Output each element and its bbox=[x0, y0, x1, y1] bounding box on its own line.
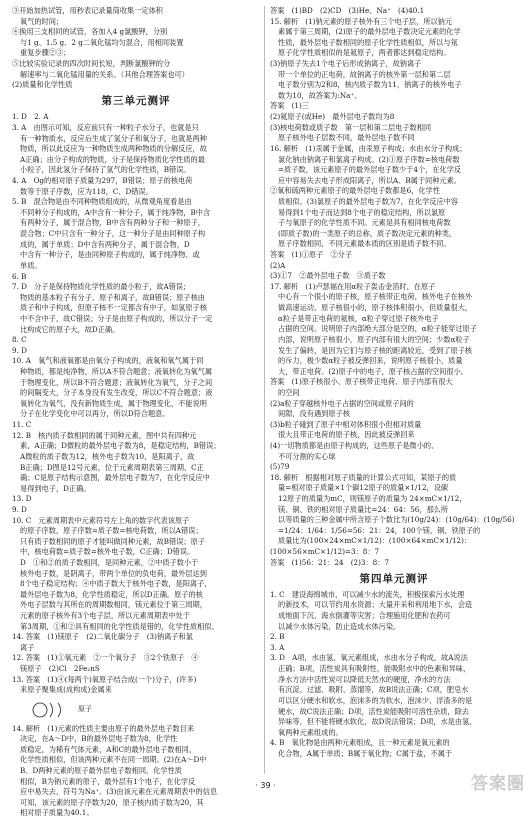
text-line: 1. D 2. A bbox=[12, 112, 49, 122]
text-line: (5)79 bbox=[270, 462, 290, 472]
text-line: 间隙，没有遇到原子核 bbox=[278, 409, 350, 419]
text-line: 7. D 分子是保持物质化学性质的最小粒子，故A错误； bbox=[12, 282, 191, 292]
text-line: 氧气的时间； bbox=[20, 16, 64, 26]
atom-structure-diagram bbox=[30, 700, 260, 720]
text-line: 分子在化学变化中可以再分，所以D符合题意。 bbox=[20, 409, 170, 419]
text-line: 10. A 氧气和液氧都是由氧分子构成的，液氧和氧气属于同 bbox=[12, 356, 204, 366]
text-line: (3)核电荷数或质子数 第一层和第二层电子数相同 bbox=[270, 122, 432, 132]
text-line: B、D两种元素的原子最外层电子数相同，化学性质 bbox=[20, 765, 182, 775]
text-line: 的空间 bbox=[278, 387, 300, 397]
text-line: (2)a粒子穿越核外电子占据的空间或原子间的 bbox=[270, 398, 414, 408]
text-line: (100×56×mC×1/12)=3：8：7 bbox=[270, 547, 380, 557]
page-number: · 39 · bbox=[255, 781, 276, 790]
text-line: 成的，属于单质；D中含有两种分子，属于混合物，D bbox=[20, 239, 190, 249]
text-line: 15. 解析 (1)钠元素的原子核外有三个电子层，所以钠元 bbox=[270, 16, 453, 26]
text-line: 相对原子质量为40.1。 bbox=[20, 808, 94, 818]
text-line: 不可分割的实心球 bbox=[278, 451, 336, 461]
text-line: 14. 答案 (1)镁原子 (2)二氧化碳分子 (3)钠离子和氯 bbox=[12, 632, 193, 642]
text-line: 离子 bbox=[20, 642, 35, 652]
text-line: (2)质量和化学性质 bbox=[12, 80, 73, 90]
text-line: 3. D A项，水由氢、氧元素组成，水由水分子构成，故A说法 bbox=[270, 653, 468, 663]
text-line: 质子和中子构成，但原子核不一定都含有中子，如氢原子核 bbox=[20, 303, 207, 313]
text-line: 比构成它的原子大，故D正确。 bbox=[20, 324, 120, 334]
text-line: 中，核电荷数=质子数=核外电子数，C正确；D错误。 bbox=[20, 547, 195, 557]
text-line: A正确；由分子构成的物质，分子是保持物质化学性质的最 bbox=[20, 154, 205, 164]
text-line: 答案 (1)原子核很小、原子核带正电荷、原子内部有很大 bbox=[270, 377, 453, 387]
text-line: (即质子数)的一类原子的总称，质子数决定元素的种类， bbox=[278, 228, 457, 238]
text-line: ③开始加热试管，用秒表记录量筒收集一定体积 bbox=[12, 6, 163, 15]
text-line: 12. B 核内质子数相同的属于同种元素，图中共有四种元 bbox=[12, 430, 197, 440]
text-line: ④换用三支相同的试管，各加入4 g氯酸钾，分别 bbox=[12, 27, 168, 37]
text-line: (2)氦原子(或He) 最外层电子数均为8 bbox=[270, 112, 395, 122]
text-line: 1. C 建设海绵城市，可以减少水的流失，积极探索污水处理 bbox=[270, 589, 465, 599]
text-line: 外电子层数与其所在的周期数相同，镁元素位于第三周期， bbox=[20, 600, 207, 610]
left-main-text bbox=[12, 112, 260, 818]
text-line: 的间隔变大，分子本身没有发生改变，所以C不符合题意；液 bbox=[20, 388, 213, 398]
text-line: 的原子序数，原子序数=质子数=核电荷数，所以A错误； bbox=[20, 526, 203, 536]
text-line: 质稳定，为稀有气体元素，A和C的最外层电子数相同， bbox=[20, 744, 197, 754]
text-line: 重复步骤②③； bbox=[20, 48, 71, 58]
text-line: 带一个单位的正电荷，故钠离子的核外第一层和第二层 bbox=[278, 69, 451, 79]
text-line: 有沉淀、过滤、吸附、蒸馏等，故B说法正确；C项，肥皂水 bbox=[278, 685, 469, 695]
text-line: 2. B bbox=[270, 632, 285, 642]
column-divider bbox=[264, 6, 265, 774]
text-line: 有一种物质水，反应后生成了氢分子和氧分子，也就是两种 bbox=[20, 133, 207, 143]
right-column bbox=[270, 6, 518, 774]
text-line: 内部，说明原子核很小，原子内部有很大的空间；少数α粒子 bbox=[278, 334, 470, 344]
text-line: 8个电子稳定结构；④中质子数大于核外电子数，是阳离子， bbox=[20, 579, 212, 589]
text-line: 中心有一个很小的原子核，原子核带正电荷，核外电子在核外 bbox=[278, 292, 473, 302]
text-line: 14. 解析 (1)元素的性质主要由原子的最外层电子数目来 bbox=[12, 723, 195, 733]
text-line: 18. 解析 根据相对原子质量的计算公式可知，某原子的质 bbox=[270, 472, 457, 482]
right-second-text bbox=[270, 590, 518, 759]
text-line: 11. C bbox=[12, 420, 32, 430]
text-line: 3. A 由图示可知，反应前只有一种粒子水分子，也就是只 bbox=[12, 123, 199, 132]
text-line: 9. D bbox=[12, 345, 27, 355]
text-line: D ①和②的质子数相同，是同种元素，②中质子数小于 bbox=[20, 557, 199, 567]
text-line: 10. C 元素周期表中元素符号左上角的数字代表该原子 bbox=[12, 515, 190, 525]
text-line: 答案 (1)56：21：24 (2)3：8：7 bbox=[270, 557, 390, 567]
text-line: (3)①7 ②最外层电子数 ③质子数 bbox=[270, 271, 386, 281]
text-line: (2)A bbox=[270, 260, 286, 270]
text-line: 单质。 bbox=[20, 260, 42, 270]
text-line: 原子核外电子层数不同，最外层电子数不同 bbox=[278, 133, 415, 143]
text-line: 很大且带正电荷的原子核，因此被反弹回来 bbox=[278, 430, 415, 440]
text-line: 不同种分子构成的，A中含有一种分子，属于纯净物，B中含 bbox=[20, 207, 211, 217]
left-column bbox=[12, 6, 260, 818]
text-line: 易得到电子，D正确。 bbox=[20, 483, 91, 493]
text-line: α粒子是带正电荷的氦核，α粒子穿过原子核外电子 bbox=[278, 313, 439, 323]
text-line: 4. A Og的相对原子质量为297，B错误；原子的核电荷 bbox=[12, 176, 193, 186]
text-line: 解速率与二氧化锰用量的关系。（其他合理答案也可） bbox=[20, 69, 189, 79]
text-line: 成地面下沉、海水倒灌等灾害；合理施用化肥和农药可 bbox=[278, 611, 451, 621]
text-line: (3)钠原子失去1个电子后形成钠离子，故钠离子 bbox=[270, 59, 422, 69]
text-line: 数等于原子序数，应为118，C、D错误。 bbox=[20, 186, 153, 196]
text-line: 电子数分别为2和8，核内质子数为11，钠离子的核外电子 bbox=[278, 80, 462, 90]
section-title-unit-3: 第三单元测评 bbox=[101, 95, 171, 108]
text-line: 9. D bbox=[12, 504, 27, 514]
text-line: 中不含中子，故C错误；分子是由原子构成的，所以分子一定 bbox=[20, 313, 213, 323]
text-line: 13. 答案 (1)④(每两个)氧原子结合成(一个)分子，(许多) bbox=[12, 674, 197, 684]
text-line: 元素的原子核外有3个电子层，所以元素周期表中处于 bbox=[20, 611, 190, 621]
text-line: 3. A bbox=[270, 642, 285, 652]
text-line: 8. C bbox=[12, 335, 27, 345]
text-line: 混合物；C中只含有一种分子，这一种分子是由同种原子构 bbox=[20, 229, 206, 239]
text-line: 的斥力，极少数α粒子被反弹回来，说明原子核很小，质量 bbox=[278, 356, 463, 366]
text-line: 12. 答案 (1)①氧元素 ②一个氧分子 ③2个铁原子 ④ bbox=[12, 653, 199, 663]
left-top-text bbox=[12, 6, 260, 90]
text-line: 正确；B项，活性炭具有吸附性，能吸附水中的色素和异味， bbox=[278, 664, 471, 674]
text-line: 化学性质相似，但该两种元素不在同一周期。(2)在A～D中 bbox=[20, 755, 207, 765]
atom-label: 原子 bbox=[78, 704, 92, 713]
text-line: 应中易失去，符号为Na⁺。(3)由该元素在元素周期表中的信息 bbox=[20, 787, 218, 797]
text-line: 质量比为(100×24×mC×1/12)：(100×64×mC×1/12)： bbox=[278, 536, 472, 546]
right-main-text bbox=[270, 6, 518, 568]
text-line: 数为10，故答案为:Na⁺。 bbox=[278, 90, 362, 100]
text-line: 以等质量的三种金属中所含原子个数比为(10g/24)：(10g/64)：(10g/56) bbox=[278, 515, 515, 525]
text-line: 异味等，但不能将硬水软化，故D说法错误；D项，水是由氢、 bbox=[278, 717, 477, 727]
text-line: 的新技术，可以节约用水资源；大量开采和利用地下水，会造 bbox=[278, 600, 473, 610]
text-line: 中含有一种分子，是由同种原子构成的，属于纯净物、或 bbox=[20, 250, 200, 260]
text-line: 答案 (1)三 bbox=[270, 101, 309, 111]
text-line: 12原子的质量为mC，则镁原子的质量为 24×mC×1/12， bbox=[278, 494, 467, 504]
text-line: 素属于第三周期，(2)原子的最外层电子数决定元素的化学 bbox=[278, 27, 461, 37]
text-line: 4. B 氧化物是由两种元素组成，且一种元素是氧元素的 bbox=[270, 738, 450, 748]
text-line: 物质的基本粒子有分子、原子和离子，故B错误；原子核由 bbox=[20, 292, 205, 302]
text-line: 易得到1个电子而达到8个电子的稳定结构，所以氯原 bbox=[278, 207, 446, 217]
text-line: 有两种分子，属于混合物，B中含有两种分子和一种原子， bbox=[20, 218, 205, 228]
text-line: 原子序数相同，不同元素最本质的区别是质子数不同。 bbox=[278, 239, 451, 249]
text-line: 5. B 混合物是由不同种物质组成的，从微观角度看是由 bbox=[12, 197, 192, 207]
watermark-logo: 答案圈 bbox=[471, 773, 525, 794]
text-line: 净水方法中活性炭可以降低天然水的硬度，净水的方法 bbox=[278, 674, 451, 684]
text-line: 量=相对原子质量×1个碳12原子的质量×1/12，设碳 bbox=[278, 483, 449, 493]
text-line: 化合物，A属于单质；B属于氧化物；C属于盐，不属于 bbox=[278, 748, 453, 758]
text-line: 物质，所以此反应为一种物质生成两种物质的分解反应，故 bbox=[20, 144, 207, 154]
text-line: 最外层电子数为8，化学性质稳定，所以D正确。原子的核 bbox=[20, 589, 203, 599]
text-line: 相似，B为钠元素的原子，最外层有1个电子，在化学反 bbox=[20, 776, 196, 786]
text-line: =质子数，该元素原子的最外层电子数少于4个，在化学反 bbox=[278, 165, 462, 175]
text-line: 来原子聚集成(成构成)金属来 bbox=[20, 685, 112, 695]
text-line: ⑤比较实验记录的四次时间长短，判断氯酸钾的分 bbox=[12, 59, 171, 69]
text-line: 与1 g、1.5 g、2 g二氧化锰均匀混合，用相同装置 bbox=[20, 37, 184, 47]
text-line: 占据的空间。说明原子内部绝大部分是空的，α粒子能穿过原子 bbox=[278, 324, 477, 334]
text-line: 以减少水体污染，防止造成水体污染。 bbox=[278, 621, 401, 631]
text-line: 决定，在A～D中，B的最外层电子数为8，化学性 bbox=[20, 734, 178, 744]
text-line: 子与氧原子的化学性质不同。元素是具有相同核电荷数 bbox=[278, 218, 451, 228]
text-line: 答案 (1)①原子 ②分子 bbox=[270, 250, 353, 260]
text-line: 6. B bbox=[12, 271, 27, 281]
text-line: 可知，该元素的原子序数为20，原子核内质子数为20，其 bbox=[20, 797, 204, 807]
text-line: ②氧和硫两种元素原子的最外层电子数都是6，化学性 bbox=[270, 186, 440, 196]
text-line: 氧转化为氧气，没有新物质生成，属于物理变化，不能说明 bbox=[20, 398, 207, 408]
text-line: 氧两种元素组成的。 bbox=[278, 727, 343, 737]
text-line: A微粒的质子数为12，核外电子数为10，是阳离子，故 bbox=[20, 451, 195, 461]
text-line: 核外电子数，是阴离子，带两个单位的负电荷，最外层达到 bbox=[20, 568, 207, 578]
atom-shell-icon bbox=[30, 700, 74, 720]
text-line: 13. D bbox=[12, 494, 32, 504]
text-line: 做高速运动，原子核很小的，原子核体积很小，但质量很大， bbox=[278, 303, 473, 313]
text-line: 17. 解析 (1)卢瑟福在用α粒子轰击金箔时，在原子 bbox=[270, 281, 436, 291]
text-line: 于物理变化，所以B不符合题意；液氧转化为氧气，分子之间 bbox=[20, 377, 213, 387]
text-line: 确；C是原子结构示意图，最外层电子数为7，在化学反应中 bbox=[20, 473, 210, 483]
text-line: B正确；D图是12号元素，位于元素周期表第三周期，C正 bbox=[20, 462, 204, 472]
text-line: 氯化钠由钠离子和氯离子构成。(2)①原子序数=核电荷数 bbox=[278, 154, 460, 164]
text-line: 可以区分硬水和软水，泡沫多的为软水，泡沫少、浮渣多的是 bbox=[278, 695, 473, 705]
text-line: 镁、铜、铁的相对原子质量比=24：64：56，那么所 bbox=[278, 504, 449, 514]
text-line: 第3周期，①和②具有相同的化学性质是错的，化学性质相似。 bbox=[20, 621, 219, 631]
text-line: 镁原子 (2)Cl 2Fe₂nS bbox=[20, 664, 100, 674]
text-line: 性质，最外层电子数相同的原子化学性质相似，所以与氖 bbox=[278, 37, 458, 47]
text-line: 大，带正电荷。(2)原子中的电子，原子核占据的空间很小。 bbox=[278, 366, 468, 376]
text-line: 16. 解析 (1)汞属于金属，由汞原子构成；水由水分子构成； bbox=[270, 143, 467, 153]
text-line: 答案 (1)BD (2)CD (3)He、Na⁺ (4)40.1 bbox=[270, 6, 425, 15]
text-line: 素，A正确；D微粒的最外层电子数为8，是稳定结构，B错误； bbox=[20, 441, 221, 451]
text-line: =1/24：1/64：1/56=56：21：24，100个镁、铜、铁原子的 bbox=[278, 525, 481, 535]
text-line: 应中容易失去电子形成阳离子，所以A、B属于同种元素。 bbox=[278, 175, 461, 185]
text-line: 只有质子数相同的原子才能叫做同种元素，故B错误；原子 bbox=[20, 536, 205, 546]
text-line: 硬水，故C说法正确；D项，活性炭能吸附可溶性杂质，除去 bbox=[278, 706, 469, 716]
text-line: 小粒子，因此氢分子保持了氢气的化学性质，B错误。 bbox=[20, 165, 191, 175]
text-line: 质相似。(3)氯原子的最外层电子数为7，在化学反应中容 bbox=[278, 196, 459, 206]
text-line: 种物质，都是纯净物，所以A不符合题意；液氧转化为氧气属 bbox=[20, 367, 213, 377]
text-line: 原子化学性质相似的是氦原子，两者都达到稳定结构。 bbox=[278, 48, 451, 58]
text-line: 发生了偏转，是因为它们与原子核的距离较近，受到了原子核 bbox=[278, 345, 473, 355]
section-title-unit-4: 第四单元测评 bbox=[359, 572, 429, 585]
text-line: (4)一切物质都是由原子构成的，这些原子是微小的、 bbox=[270, 440, 439, 450]
text-line: (3)b粒子碰到了原子中相对体积很小但相对质量 bbox=[270, 419, 422, 429]
